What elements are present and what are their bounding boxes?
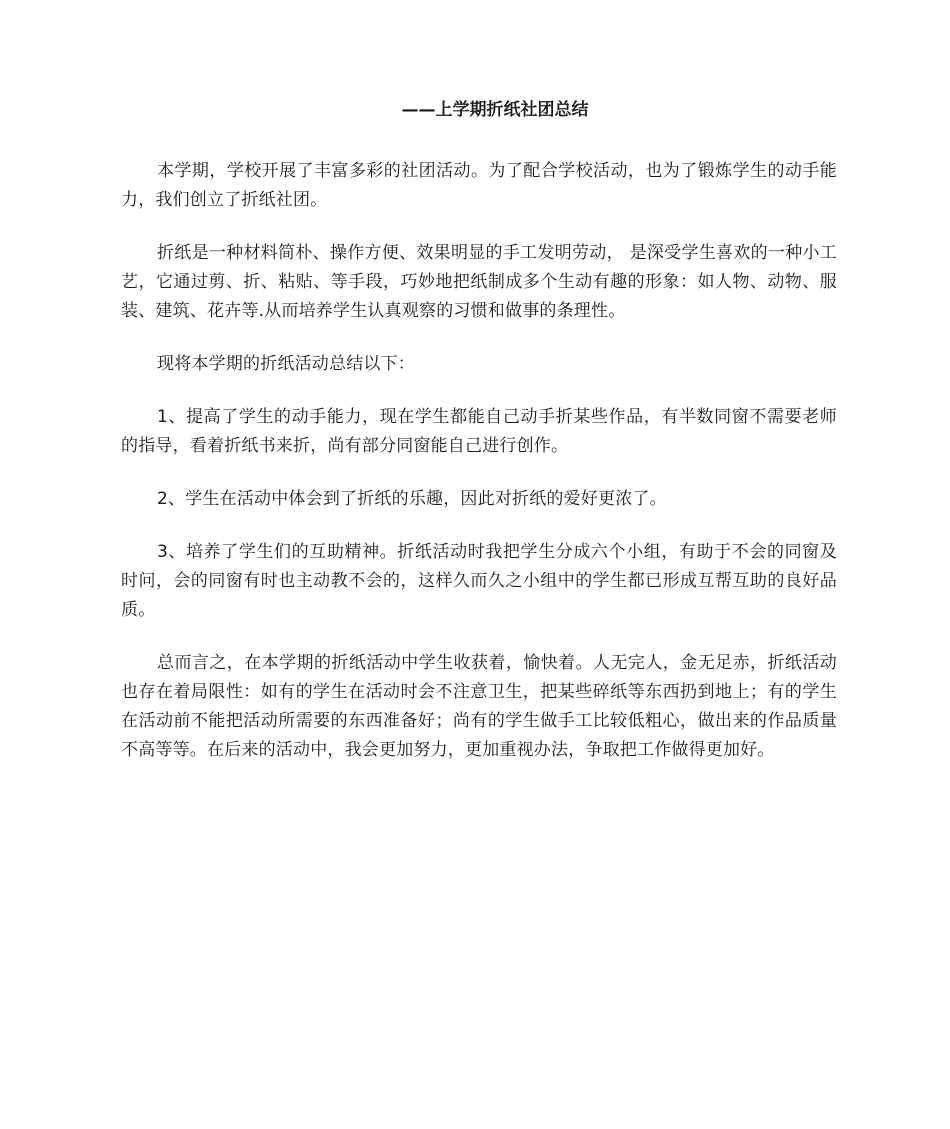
paragraph-point-2: 2、学生在活动中体会到了折纸的乐趣，因此对折纸的爱好更浓了。 xyxy=(157,489,667,509)
paragraph-point-1: 1、提高了学生的动手能力，现在学生都能自己动手折某些作品，有半数同窗不需要老师的指导，看着折纸书来折，尚有部分同窗能自己进行创作。 xyxy=(121,407,837,456)
paragraph-summary-lead: 现将本学期的折纸活动总结以下： xyxy=(157,354,415,374)
paragraph-point-3: 3、培养了学生们的互助精神。折纸活动时我把学生分成六个小组，有助于不会的同窗及时问，会的同窗有时也主动教不会的，这样久而久之小组中的学生都已形成互帮互助的良好品质。 xyxy=(121,542,837,620)
document-title: ——上学期折纸社团总结 xyxy=(401,100,589,120)
paragraph-origami-description: 折纸是一种材料简朴、操作方便、效果明显的手工发明劳动， 是深受学生喜欢的一种小工艺，它通过剪、折、粘贴、等手段，巧妙地把纸制成多个生动有趣的形象：如人物、动物、服装、建筑、花卉等.从而培养学生认真观察的习惯和做事的条理性。 xyxy=(121,243,837,321)
paragraph-intro: 本学期，学校开展了丰富多彩的社团活动。为了配合学校活动，也为了锻炼学生的动手能力，我们创立了折纸社团。 xyxy=(121,161,837,210)
paragraph-conclusion: 总而言之，在本学期的折纸活动中学生收获着，愉快着。人无完人，金无足赤，折纸活动也存在着局限性：如有的学生在活动时会不注意卫生，把某些碎纸等东西扔到地上；有的学生在活动前不能把活动所需要的东西准备好；尚有的学生做手工比较低粗心，做出来的作品质量不高等等。在后来的活动中，我会更加努力，更加重视办法，争取把工作做得更加好。 xyxy=(121,653,837,760)
document-body xyxy=(121,157,837,789)
